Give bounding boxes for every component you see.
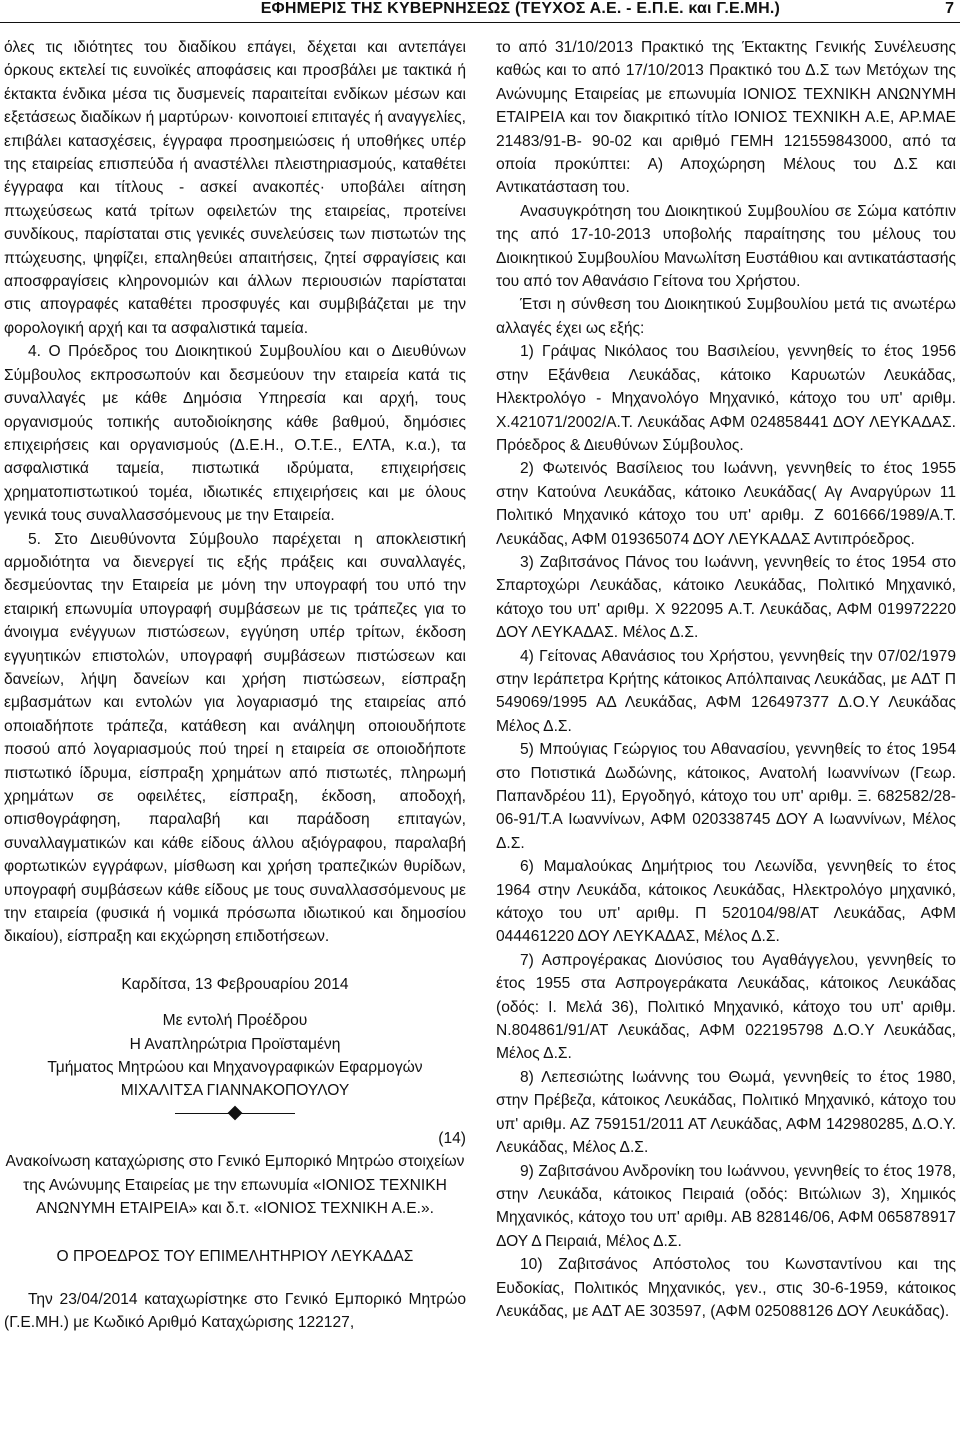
board-member-item: 4) Γείτονας Αθανάσιος του Χρήστου, γεννηθείς την 07/02/1979 στην Ιεράπετρα Κρήτης κάτοικος Απόλπαινας Λευκάδας, με ΑΔΤ Π 549069/1995 ΑΔ Λευκάδας, ΑΦΜ 126497377 Δ.Ο.Υ Λευκάδας Μέλος Δ.Σ.	[496, 647, 956, 735]
paragraph-5-managing-director: 5. Στο Διευθύνοντα Σύμβουλο παρέχεται η αποκλειστική αρμοδιότητα να διενεργεί τις εξής πράξεις και συναλλαγές, δεσμεύοντας την Εταιρεία με μόνη την υπογραφή του υπό την εταιρική επωνυμία υπογραφή συμβάσεων με τις τράπεζες για το άνοιγμα ενέγγυων πιστώσεων, εγγύηση υπέρ τρίτων, έκδοση εγγυητικών επιστολών, υπογραφή συμβάσεων πιστώσεων και δανείων, λήψη δανείων και χρήση πιστώσεων, είσπραξη εμβασμάτων και εντολών για λογαριασμό της εταιρείας από οποιαδήποτε τράπεζα, κατάθεση και ανάληψη οποιουδήποτε ποσού από λογαριασμούς πού τηρεί η εταιρεία σε οποιοδήποτε πιστωτικό ίδρυμα, είσπραξη χρημάτων από πιστωτές, πληρωμή χρημάτων σε οφειλέτες, είσπραξη, έκδοση, αποδοχή, οπισθογράφηση, παραλαβή και παράδοση επιταγών, συναλλαγματικών και κάθε είδους άλλου αξιόγραφου, παραλαβή φορτωτικών εγγράφων, μίσθωση και χρήση τραπεζικών θυρίδων, υπογραφή συμβάσεων κάθε είδους με τους συναλλασσόμενους με την εταιρεία (φυσικά ή νομικά πρόσωπα ιδιωτικού και δημοσίου δικαίου), είσπραξη και εκχώρηση επιδοτήσεων.	[4, 530, 466, 946]
notice-number: (14)	[438, 1129, 466, 1147]
board-member-item: 5) Μπούγιας Γεώργιος του Αθανασίου, γεννηθείς το έτος 1954 στο Ποτιστικά Δωδώνης, κάτοικος, Ανατολή Ιωαννίνων (Γεωρ. Παπανδρέου 11), Εργοδηγό, κάτοχο του υπ' αριθμ. Ξ. 682582/28-06-91/Τ.Α Ιωαννίνων, ΑΦΜ 020338745 ΔΟΥ Α Ιωαννίνων, Μέλος Δ.Σ.	[496, 741, 956, 852]
board-member-item: 8) Λεπεσιώτης Ιωάννης του Θωμά, γεννηθείς το έτος 1980, στην Πρέβεζα, κάτοικος Λευκάδας, Πολιτικό Μηχανικό, κάτοχο του υπ' αριθμ. ΑΖ 759151/2011 ΑΤ Λευκάδας, ΑΦΜ 142980285, Δ.Ο.Υ. Λευκάδας, Μέλος Δ.Σ.	[496, 1068, 956, 1157]
notice-body: Την 23/04/2014 καταχωρίστηκε στο Γενικό Εμπορικό Μητρώο (Γ.Ε.ΜΗ.) με Κωδικό Αριθμό Καταχώρισης 122127,	[4, 1290, 466, 1332]
board-member-item: 7) Ασπρογέρακας Διονύσιος του Αγαθάγγελου, γεννηθείς το έτος 1955 στα Ασπρογεράκατα Λευκάδας, κάτοικος Λευκάδας (οδός: Ι. Μελά 36), Πολιτικό Μηχανικό, κάτοχο του υπ' αριθμ. Ν.804861/91/ΑΤ Λευκάδας, ΑΦΜ 022195798 Δ.Ο.Υ Λευκάδας, Μέλος Δ.Σ.	[496, 951, 956, 1063]
paragraph-4-representation: 4. Ο Πρόεδρος του Διοικητικού Συμβουλίου και ο Διευθύνων Σύμβουλος εκπροσωπούν και δεσμεύουν την εταιρεία κατά τις συναλλαγές με κάθε Δημόσια Υπηρεσία και αρχή, τους οργανισμούς τοπικής αυτοδιοίκησης κάθε βαθμού, δημόσιες επιχειρήσεις και οργανισμούς (Δ.Ε.Η., Ο.Τ.Ε., ΕΛΤΑ, κ.α.), τα ασφαλιστικά ταμεία, πιστωτικά ιδρύματα, επιχειρήσεις χρηματοπιστωτικού τομέα, ιδιωτικές επιχειρήσεις και με όλους γενικά τους συναλλασσόμενους με την Εταιρεία.	[4, 343, 466, 525]
notice-14	[4, 1127, 466, 1335]
right-column	[496, 36, 956, 1323]
signature-block	[4, 973, 466, 1103]
board-member-item: 10) Ζαβιτσάνος Απόστολος του Κωνσταντίνου και της Ευδοκίας, Πολιτικός Μηχανικός, γεν., στις 30-6-1959, κάτοικος Λευκάδας, με ΑΔΤ ΑΕ 303597, (ΑΦΜ 025088126 ΔΟΥ Λευκάδας).	[496, 1256, 956, 1320]
diamond-icon	[228, 1105, 243, 1120]
board-member-item: 6) Μαμαλούκας Δημήτριος του Λεωνίδα, γεννηθείς το έτος 1964 στην Λευκάδα, κάτοικος Λευκάδας, Ηλεκτρολόγο μηχανικό, κάτοχο του υπ' αριθμ. Π 520104/98/ΑΤ Λευκάδας, ΑΦΜ 044461220 ΔΟΥ ΛΕΥΚΑΔΑΣ, Μέλος Δ.Σ.	[496, 858, 956, 946]
left-column	[4, 36, 466, 1335]
paragraph-board-composition-intro: Έτσι η σύνθεση του Διοικητικού Συμβουλίου μετά τις ανωτέρω αλλαγές έχει ως εξής:	[496, 296, 956, 337]
header-title: ΕΦΗΜΕΡΙΣ ΤΗΣ ΚΥΒΕΡΝΗΣΕΩΣ (ΤΕΥΧΟΣ Α.Ε. - Ε.Π.Ε. και Γ.Ε.ΜΗ.)	[260, 0, 780, 17]
signature-line-3: Τμήματος Μητρώου και Μηχανογραφικών Εφαρμογών	[47, 1059, 423, 1077]
paragraph-minutes: το από 31/10/2013 Πρακτικό της Έκτακτης Γενικής Συνέλευσης καθώς και το από 17/10/2013 Πρακτικό του Δ.Σ των Μετόχων της Ανώνυμης Εταιρείας με επωνυμία ΙΟΝΙΟΣ ΤΕΧΝΙΚΗ ΑΝΩΝΥΜΗ ΕΤΑΙΡΕΙΑ και τον διακριτικό τίτλο ΙΟΝΙΟΣ ΤΕΧΝΙΚΗ Α.Ε, ΑΡ.ΜΑΕ 21483/91-Β- 90-02 και αριθμό ΓΕΜΗ 121559843000, από τα οποία προκύπτει: Α) Αποχώρηση Μέλους του Δ.Σ και Αντικατάσταση του.	[496, 39, 956, 197]
board-member-item: 3) Ζαβιτσάνος Πάνος του Ιωάννη, γεννηθείς το έτος 1954 στο Σπαρτοχώρι Λευκάδας, κάτοικο Λευκάδας, Πολιτικό Μηχανικό, κάτοχο του υπ' αριθμ. Χ 922095 Α.Τ. Λευκάδας, ΑΦΜ 019972220 ΔΟΥ ΛΕΥΚΑΔΑΣ. Μέλος Δ.Σ.	[496, 553, 956, 642]
page-header	[0, 0, 960, 23]
notice-authority: Ο ΠΡΟΕΔΡΟΣ ΤΟΥ ΕΠΙΜΕΛΗΤΗΡΙΟΥ ΛΕΥΚΑΔΑΣ	[56, 1247, 414, 1265]
signatory-name: ΜΙΧΑΛΙΤΣΑ ΓΙΑΝΝΑΚΟΠΟΥΛΟΥ	[120, 1082, 350, 1100]
board-member-item: 1) Γράψας Νικόλαος του Βασιλείου, γεννηθείς το έτος 1956 στην Εξάνθεια Λευκάδας, κάτοικο Καρυωτών Λευκάδας, Ηλεκτρολόγο - Μηχανολόγο Μηχανικό, κάτοχο του υπ' αριθμ. Χ.421071/2002/Α.Τ. Λευκάδας ΑΦΜ 024858441 ΔΟΥ ΛΕΥΚΑΔΑΣ. Πρόεδρος & Διευθύνων Σύμβουλος.	[496, 343, 956, 454]
page-number: 7	[945, 0, 954, 17]
signature-line-1: Με εντολή Προέδρου	[162, 1012, 308, 1030]
board-member-item: 2) Φωτεινός Βασίλειος του Ιωάννη, γεννηθείς το έτος 1955 στην Κατούνα Λευκάδας, κάτοικο Λευκάδας( Αγ Αναργύρων 11 Πολιτικό Μηχανικό κάτοχο του υπ' αριθμ. Ζ 601666/1989/Α.Τ. Λευκάδας, ΑΦΜ 019365074 ΔΟΥ ΛΕΥΚΑΔΑΣ Αντιπρόεδρος.	[496, 460, 956, 548]
paragraph-board-reconstitution: Ανασυγκρότηση του Διοικητικού Συμβουλίου σε Σώμα κατόπιν της από 17-10-2013 υποβολής παραίτησης του μέλους του Διοικητικού Συμβουλίου Μανωλίτση Ευστάθιου και αντικατάστασής του από τον Αθανάσιο Γείτονα του Χρήστου.	[496, 202, 956, 291]
section-divider	[175, 1103, 295, 1125]
paragraph-powers-continued: όλες τις ιδιότητες του διαδίκου επάγει, δέχεται και αντεπάγει όρκους εκτελεί τις ευνοϊκές αποφάσεις και προσβάλει με τακτικά ή έκτακτα ένδικα μέσα τις δυσμενείς παραιτείται ενδίκων μέσων και εξετάσεως διαδίκων ή μαρτύρων· κοινοποιεί επιταγές ή αναγγελίες, επιβάλει κατασχέσεις, έγγραφα προσημειώσεις ή υποθήκες υπέρ της εταιρείας επισπεύδα ή αναστέλλει πλειστηριασμούς, καταθέτει έγγραφα και τίτλους - ασκεί ανακοπές· υποβάλει αίτηση πτωχεύσεως κατά τρίτων οφειλετών της εταιρείας, προτείνει συνδίκους, παρίσταται στις γενικές συνελεύσεις των πιστωτών της πτώχευσης, ψηφίζει, επαληθεύει απαιτήσεις, ζητεί σφραγίσεις και αποσφραγίσεις κληρονομιών και άλλων περιουσιών παρίσταται στις απογραφές καταθέτει προσφυγές και συμβιβάζεται με την φορολογική αρχή και τα ασφαλιστικά ταμεία.	[4, 39, 466, 337]
signature-place-date: Καρδίτσα, 13 Φεβρουαρίου 2014	[121, 975, 349, 993]
board-member-item: 9) Ζαβιτσάνου Ανδρονίκη του Ιωάννου, γεννηθείς το έτος 1978, στην Λευκάδα, κάτοικος Πειραιά (οδός: Βιτώλιων 3), Χημικός Μηχανικός, κάτοχο του υπ' αριθμ. ΑΒ 828146/06, ΑΦΜ 065878917 ΔΟΥ Δ Πειραιά, Μέλος Δ.Σ.	[496, 1162, 956, 1250]
notice-title: Ανακοίνωση καταχώρισης στο Γενικό Εμπορικό Μητρώο στοιχείων της Ανώνυμης Εταιρείας με την επωνυμία «ΙΟΝΙΟΣ ΤΕΧΝΙΚΗ ΑΝΩΝΥΜΗ ΕΤΑΙΡΕΙΑ» και δ.τ. «ΙΟΝΙΟΣ ΤΕΧΝΙΚΗ Α.Ε.».	[5, 1153, 465, 1218]
signature-line-2: Η Αναπληρώτρια Προϊσταμένη	[129, 1035, 341, 1053]
